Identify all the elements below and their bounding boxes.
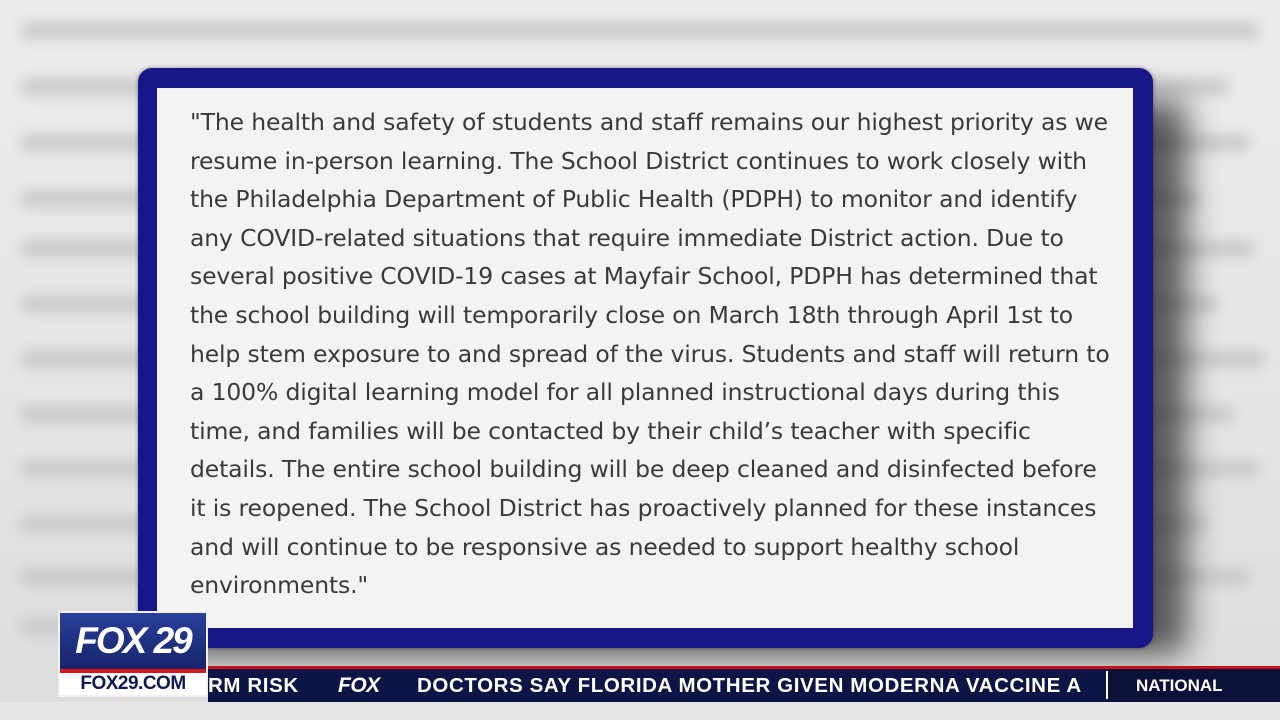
ticker-headline: DOCTORS SAY FLORIDA MOTHER GIVEN MODERNA VACCINE A (417, 674, 1082, 697)
bottom-strip (0, 702, 1280, 720)
fox29-logo (58, 611, 208, 697)
ticker-previous-fragment: RM RISK (208, 674, 299, 697)
logo-url: FOX29.COM (60, 673, 206, 695)
ticker-category-tag: NATIONAL (1108, 669, 1280, 702)
ticker-fox-separator: FOX (338, 674, 380, 697)
logo-title: FOX 29 (60, 613, 206, 669)
blurred-text-line (20, 22, 1260, 40)
news-ticker (208, 666, 1280, 702)
statement-quote: "The health and safety of students and staff remains our highest priority as we resume in-person learning. The School District continues to work closely with the Philadelphia Department of Public Health (PDPH) to monitor and identify any COVID-related situations that require immediate District action. Due to several positive COVID-19 cases at Mayfair School, PDPH has determined that the school building will temporarily close on March 18th through April 1st to help stem exposure to and spread of the virus. Students and staff will return to a 100% digital learning model for all planned instructional days during this time, and families will be contacted by their child’s teacher with specific details. The entire school building will be deep cleaned and disinfected before it is reopened. The School District has proactively planned for these instances and will continue to be responsive as needed to support healthy school environments." (190, 108, 1110, 600)
